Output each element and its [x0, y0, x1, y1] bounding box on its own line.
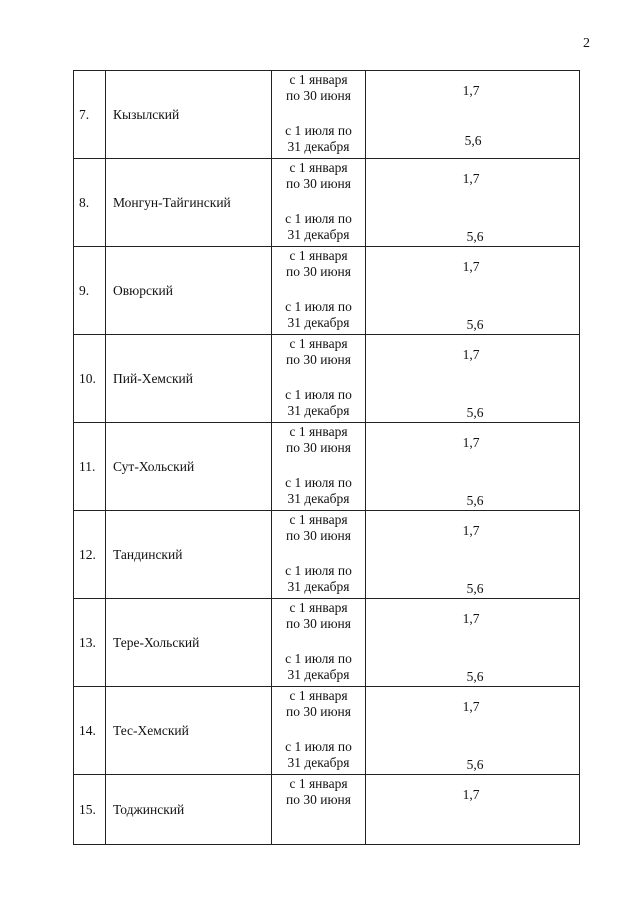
table-row: [74, 775, 580, 845]
region-name: Монгун-Тайгинский: [113, 194, 231, 210]
region-name: Тоджинский: [113, 801, 185, 817]
region-name: Кызылский: [113, 106, 180, 122]
period-start-label: с 1 июля по: [285, 387, 352, 402]
value-first-half: 1,7: [462, 611, 480, 626]
period-end-label: по 30 июня: [286, 352, 351, 367]
table-row: [74, 159, 580, 247]
period-end-label: 31 декабря: [287, 139, 350, 154]
table-row: [74, 423, 580, 511]
value-second-half: 5,6: [466, 405, 484, 420]
region-name-cell: [106, 599, 272, 687]
period-start-label: с 1 июля по: [285, 739, 352, 754]
rates-table: [73, 70, 580, 845]
period-end-label: 31 декабря: [287, 579, 350, 594]
value-cell: [366, 335, 580, 423]
region-name-cell: [106, 71, 272, 159]
period-start-label: с 1 января: [289, 336, 348, 351]
region-name-cell: [106, 335, 272, 423]
period-end-label: 31 декабря: [287, 315, 350, 330]
region-name-cell: [106, 687, 272, 775]
value-cell: [366, 775, 580, 845]
value-second-half: 5,6: [464, 133, 482, 148]
value-first-half: 1,7: [462, 83, 480, 98]
value-second-half: 5,6: [466, 229, 484, 244]
period-cell: [272, 511, 366, 599]
page-number: 2: [583, 36, 590, 51]
row-number: 14.: [79, 722, 96, 738]
period-cell: [272, 335, 366, 423]
value-cell: [366, 687, 580, 775]
value-second-half: 5,6: [466, 493, 484, 508]
period-start-label: с 1 января: [289, 512, 348, 527]
row-number: 10.: [79, 370, 96, 386]
period-cell: [272, 71, 366, 159]
region-name: Тере-Хольский: [113, 634, 200, 650]
period-start-label: с 1 июля по: [285, 651, 352, 666]
period-cell: [272, 775, 366, 845]
period-end-label: по 30 июня: [286, 792, 351, 807]
value-first-half: 1,7: [462, 347, 480, 362]
row-number: 11.: [79, 458, 96, 474]
region-name: Тес-Хемский: [113, 722, 189, 738]
row-number-cell: [74, 71, 106, 159]
row-number-cell: [74, 511, 106, 599]
period-start-label: с 1 января: [289, 600, 348, 615]
period-end-label: по 30 июня: [286, 704, 351, 719]
period-cell: [272, 247, 366, 335]
period-start-label: с 1 января: [289, 776, 348, 791]
value-second-half: 5,6: [466, 317, 484, 332]
value-second-half: 5,6: [466, 757, 484, 772]
period-end-label: по 30 июня: [286, 176, 351, 191]
period-start-label: с 1 января: [289, 424, 348, 439]
period-cell: [272, 687, 366, 775]
period-cell: [272, 159, 366, 247]
row-number-cell: [74, 335, 106, 423]
row-number: 15.: [79, 801, 96, 817]
table-row: [74, 687, 580, 775]
period-end-label: по 30 июня: [286, 264, 351, 279]
region-name: Сут-Хольский: [113, 458, 195, 474]
period-start-label: с 1 января: [289, 248, 348, 263]
value-cell: [366, 247, 580, 335]
period-end-label: 31 декабря: [287, 667, 350, 682]
period-start-label: с 1 января: [289, 688, 348, 703]
value-first-half: 1,7: [462, 787, 480, 802]
row-number-cell: [74, 159, 106, 247]
period-end-label: по 30 июня: [286, 88, 351, 103]
row-number: 9.: [79, 282, 90, 298]
row-number: 13.: [79, 634, 96, 650]
period-start-label: с 1 января: [289, 160, 348, 175]
value-cell: [366, 599, 580, 687]
region-name-cell: [106, 775, 272, 845]
period-start-label: с 1 июля по: [285, 475, 352, 490]
period-cell: [272, 423, 366, 511]
region-name-cell: [106, 159, 272, 247]
region-name-cell: [106, 247, 272, 335]
row-number-cell: [74, 775, 106, 845]
period-start-label: с 1 июля по: [285, 123, 352, 138]
period-cell: [272, 599, 366, 687]
value-first-half: 1,7: [462, 259, 480, 274]
period-start-label: с 1 июля по: [285, 563, 352, 578]
region-name-cell: [106, 423, 272, 511]
region-name: Пий-Хемский: [113, 370, 193, 386]
row-number: 7.: [79, 106, 90, 122]
row-number-cell: [74, 423, 106, 511]
value-cell: [366, 71, 580, 159]
value-first-half: 1,7: [462, 435, 480, 450]
value-second-half: 5,6: [466, 581, 484, 596]
period-start-label: с 1 января: [289, 72, 348, 87]
region-name: Овюрский: [113, 282, 173, 298]
value-cell: [366, 159, 580, 247]
row-number-cell: [74, 599, 106, 687]
table-row: [74, 511, 580, 599]
period-end-label: 31 декабря: [287, 491, 350, 506]
row-number: 8.: [79, 194, 90, 210]
value-first-half: 1,7: [462, 523, 480, 538]
period-end-label: 31 декабря: [287, 403, 350, 418]
value-cell: [366, 423, 580, 511]
period-start-label: с 1 июля по: [285, 211, 352, 226]
row-number: 12.: [79, 546, 96, 562]
table-row: [74, 247, 580, 335]
period-end-label: 31 декабря: [287, 755, 350, 770]
region-name: Тандинский: [113, 546, 183, 562]
row-number-cell: [74, 687, 106, 775]
period-end-label: по 30 июня: [286, 440, 351, 455]
period-end-label: по 30 июня: [286, 528, 351, 543]
period-end-label: по 30 июня: [286, 616, 351, 631]
period-start-label: с 1 июля по: [285, 299, 352, 314]
table-row: [74, 71, 580, 159]
value-first-half: 1,7: [462, 171, 480, 186]
value-cell: [366, 511, 580, 599]
row-number-cell: [74, 247, 106, 335]
value-first-half: 1,7: [462, 699, 480, 714]
region-name-cell: [106, 511, 272, 599]
value-second-half: 5,6: [466, 669, 484, 684]
table-row: [74, 599, 580, 687]
period-end-label: 31 декабря: [287, 227, 350, 242]
table-row: [74, 335, 580, 423]
